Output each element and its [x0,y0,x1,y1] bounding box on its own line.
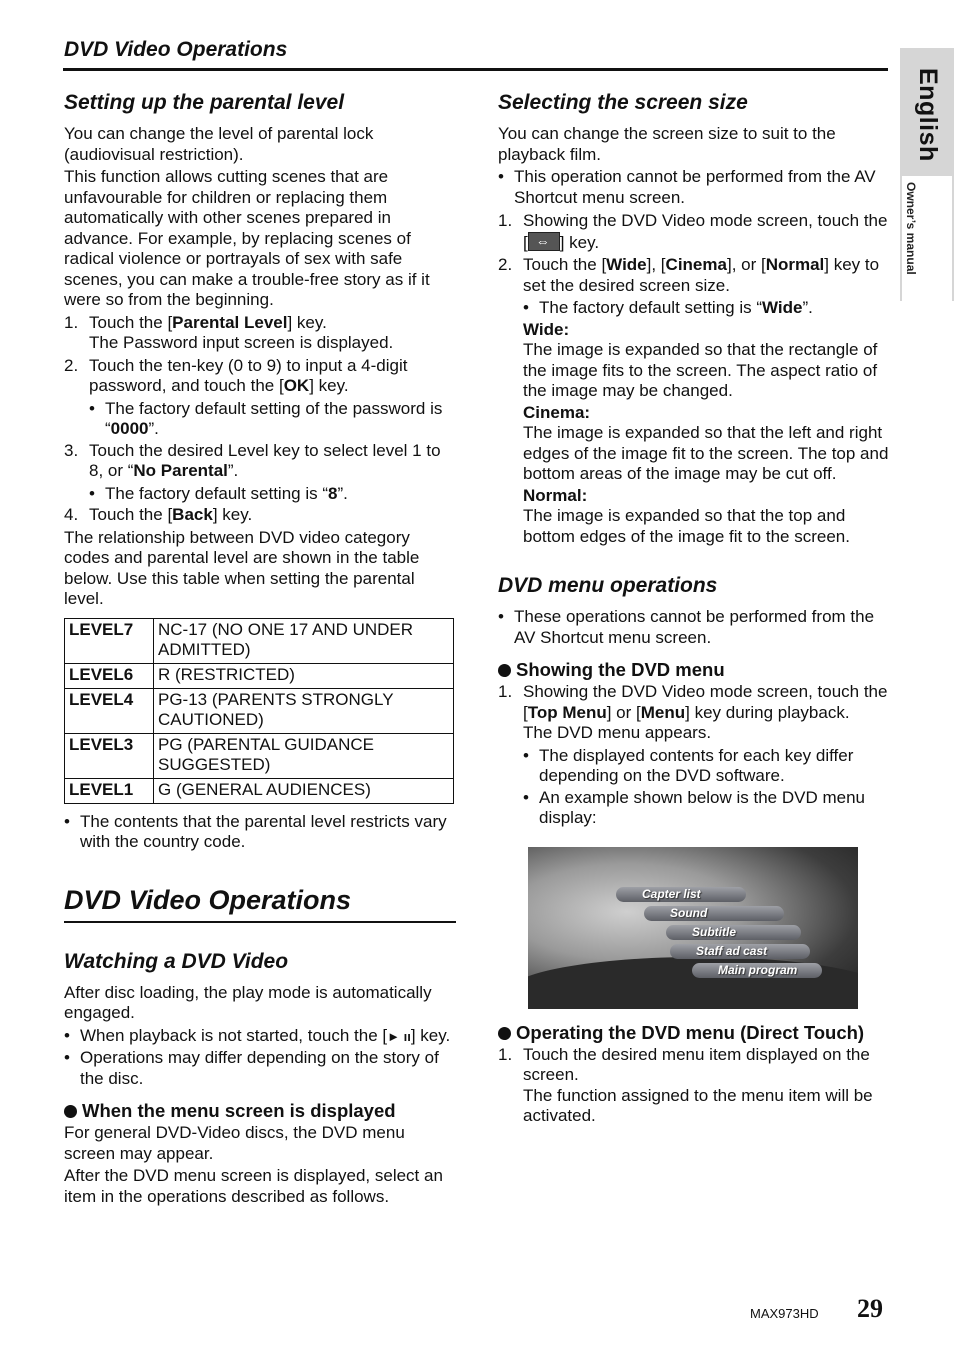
operate-menu-step-1 [498,1045,890,1127]
watching-title: Watching a DVD Video [64,949,289,973]
key-name: Wide [762,298,803,317]
running-head: DVD Video Operations [64,38,288,61]
bullet-mark: • [498,607,504,626]
wide-term: Wide: [523,319,570,339]
parental-step-3 [64,441,456,482]
step-text: Touch the desired menu item displayed on the screen. [523,1044,870,1084]
step-number: 2. [498,255,513,274]
show-menu-heading [498,660,890,680]
key-name: Top Menu [527,702,607,722]
bullet-mark: • [498,167,504,186]
filled-circle-icon [498,1027,511,1040]
step-text: Showing the DVD Video mode screen, touch the [ [523,211,888,252]
bullet-mark: • [64,1048,70,1067]
step-result: The DVD menu appears. [523,723,712,742]
rating-cell: R (RESTRICTED) [154,663,454,688]
step-text: ”. [227,461,239,480]
table-row [65,778,454,803]
step-text: Touch the [ [523,255,607,274]
level-cell: LEVEL1 [65,778,154,803]
normal-description: The image is expanded so that the top and bottom edges of the image fit to the screen. [523,506,850,546]
key-name: No Parental [133,461,228,480]
heading-text: Showing the DVD menu [516,659,725,680]
bullet-text: ] key. [410,1025,451,1045]
level-cell: LEVEL3 [65,733,154,778]
rating-cell: G (GENERAL AUDIENCES) [154,778,454,803]
table-intro: The relationship between DVD video category codes and parental level are shown in the table below. Use this table when setting the parental level. [64,527,420,608]
bullet-mark: • [89,483,95,503]
step-text: Touch the ten-key (0 to 9) to input a 4-digit password, and touch the [ [89,355,408,395]
parental-step-2 [64,356,456,397]
table-row [65,733,454,778]
filled-circle-icon [64,1105,77,1118]
step-number: 1. [498,682,513,701]
heading-text: When the menu screen is displayed [82,1100,396,1121]
bullet-text: The displayed contents for each key differ depending on the DVD software. [539,745,854,785]
step-number: 1. [498,211,513,230]
menu-screen-para-2: After the DVD menu screen is displayed, select an item in the operations described as follows. [64,1166,443,1206]
dvd-menu-example-image [528,847,858,1009]
language-tab-label: English [914,68,942,162]
parental-intro-2: This function allows cutting scenes that are unfavourable for children or replacing them automatically with other scenes prepared in advance. For example, by replacing scenes of radical violence or portrayals of sex with safe scenes, you can make a trouble-free story as if it were so from the beginning. [64,167,430,309]
key-name: Parental Level [172,312,288,332]
step-result: The function assigned to the menu item will be activated. [523,1085,873,1125]
screen-size-step-1 [498,211,890,253]
watching-intro: After disc loading, the play mode is automatically engaged. [64,982,432,1022]
step-text: ] key. [212,505,253,524]
show-menu-step-1 [498,682,890,744]
key-name: OK [283,376,310,395]
key-name: Cinema [665,255,727,274]
menu-item-staff-ad-cast[interactable]: Staff ad cast [670,944,810,959]
screen-size-title: Selecting the screen size [498,91,748,114]
bullet-text: The factory default setting is “ [539,298,762,317]
bullet-text: The factory default setting of the password is “ [105,398,443,438]
operate-menu-heading [498,1023,890,1043]
bullet-text: The factory default setting is “ [105,483,328,503]
bullet-text: An example shown below is the DVD menu display: [539,787,865,827]
bullet-mark: • [523,787,529,807]
rating-cell: NC-17 (NO ONE 17 AND UNDER ADMITTED) [154,618,454,663]
bullet-text: The contents that the parental level restricts vary with the country code. [80,811,447,851]
step-text: Touch the [ [89,312,173,332]
table-row [65,688,454,733]
menu-item-subtitle[interactable]: Subtitle [666,925,801,940]
right-column [498,90,890,1129]
step-text: ] key. [287,312,327,332]
show-menu-note-1 [498,746,890,787]
menu-item-capter-list[interactable]: Capter list [616,887,746,902]
bullet-text: ”. [802,298,813,317]
dvd-menu-note [498,607,890,648]
step-number: 1. [64,312,79,332]
step-text: ] or [ [606,702,641,722]
dvd-menu-title: DVD menu operations [498,574,718,597]
bullet-text: This operation cannot be performed from the AV Shortcut menu screen. [514,167,876,207]
header-rule [63,68,888,71]
manual-tab-label: Owner’s manual [904,182,918,275]
level-cell: LEVEL6 [65,663,154,688]
parental-step-4 [64,505,456,526]
wide-description: The image is expanded so that the rectangle of the image fits to the screen. The aspect ratio of the image may be changed. [523,340,878,400]
bullet-mark: • [89,398,95,418]
step-text: ] key to set the desired screen size. [523,255,880,295]
bullet-text: Operations may differ depending on the story of the disc. [80,1048,439,1088]
step-number: 4. [64,505,79,524]
parental-step-2-note [64,399,456,440]
heading-text: Operating the DVD menu (Direct Touch) [516,1021,865,1043]
step-text: ], or [ [726,255,766,274]
key-name: Menu [640,702,686,722]
bullet-mark: • [64,1025,70,1045]
screen-size-note [498,167,890,208]
model-number: MAX973HD [750,1306,819,1321]
screen-size-step-2 [498,255,890,296]
show-menu-note-2 [498,788,890,829]
play-pause-icon: ► ıı [387,1028,411,1044]
filled-circle-icon [498,664,511,677]
parental-level-table [64,618,454,804]
bullet-mark: • [523,298,529,317]
parental-intro-1: You can change the level of parental lock (audiovisual restriction). [64,124,374,164]
menu-item-sound[interactable]: Sound [644,906,784,921]
key-name: Normal [765,255,825,274]
manual-tab [902,176,952,301]
screen-size-key-icon [528,232,560,251]
parental-title: Setting up the parental level [64,91,345,114]
key-name: 0000 [110,419,149,438]
bullet-text: ”. [337,483,348,503]
bullet-text: ”. [148,419,159,438]
step-number: 1. [498,1044,513,1064]
page-number: 29 [857,1294,883,1323]
step-text: Touch the desired Level key to select level 1 to 8, or “ [89,440,441,480]
key-name: 8 [328,483,338,503]
level-cell: LEVEL4 [65,688,154,733]
parental-step-1 [64,313,456,354]
level-cell: LEVEL7 [65,618,154,663]
step-number: 3. [64,440,79,460]
screen-size-default-note [498,298,890,319]
step-text: Showing the DVD Video mode screen, touch the [ [523,682,888,722]
menu-screen-heading [64,1101,456,1121]
cinema-description: The image is expanded so that the left and right edges of the image fit to the screen. The top and bottom areas of the image may be cut off. [523,423,889,483]
screen-size-intro: You can change the screen size to suit to the playback film. [498,124,836,164]
table-note [64,812,456,853]
step-text: ], [ [646,255,666,274]
table-row [65,663,454,688]
cinema-term: Cinema: [523,402,591,422]
parental-step-3-note [64,484,456,505]
step-text: ] key. [559,232,600,252]
menu-item-main-program[interactable]: Main program [692,963,822,978]
bullet-mark: • [523,745,529,765]
step-number: 2. [64,355,79,375]
section-title: DVD Video Operations [64,883,456,923]
rating-cell: PG-13 (PARENTS STRONGLY CAUTIONED) [154,688,454,733]
side-tab [900,48,954,301]
menu-screen-para-1: For general DVD-Video discs, the DVD menu screen may appear. [64,1123,405,1163]
left-column [64,90,456,1209]
watching-bullet-2 [64,1048,456,1089]
table-row [65,618,454,663]
rating-cell: PG (PARENTAL GUIDANCE SUGGESTED) [154,733,454,778]
key-name: Wide [606,255,647,274]
bullet-text: When playback is not started, touch the [ [80,1025,388,1045]
step-text: ] key during playback. [685,702,850,722]
bullet-mark: • [64,811,70,831]
bullet-text: These operations cannot be performed from the AV Shortcut menu screen. [514,607,875,647]
watching-bullet-1 [64,1026,456,1048]
step-result: The Password input screen is displayed. [89,333,394,352]
step-text: Touch the [ [89,505,173,524]
step-text: ] key. [309,376,349,395]
key-name: Back [172,505,213,524]
normal-term: Normal: [523,485,588,505]
